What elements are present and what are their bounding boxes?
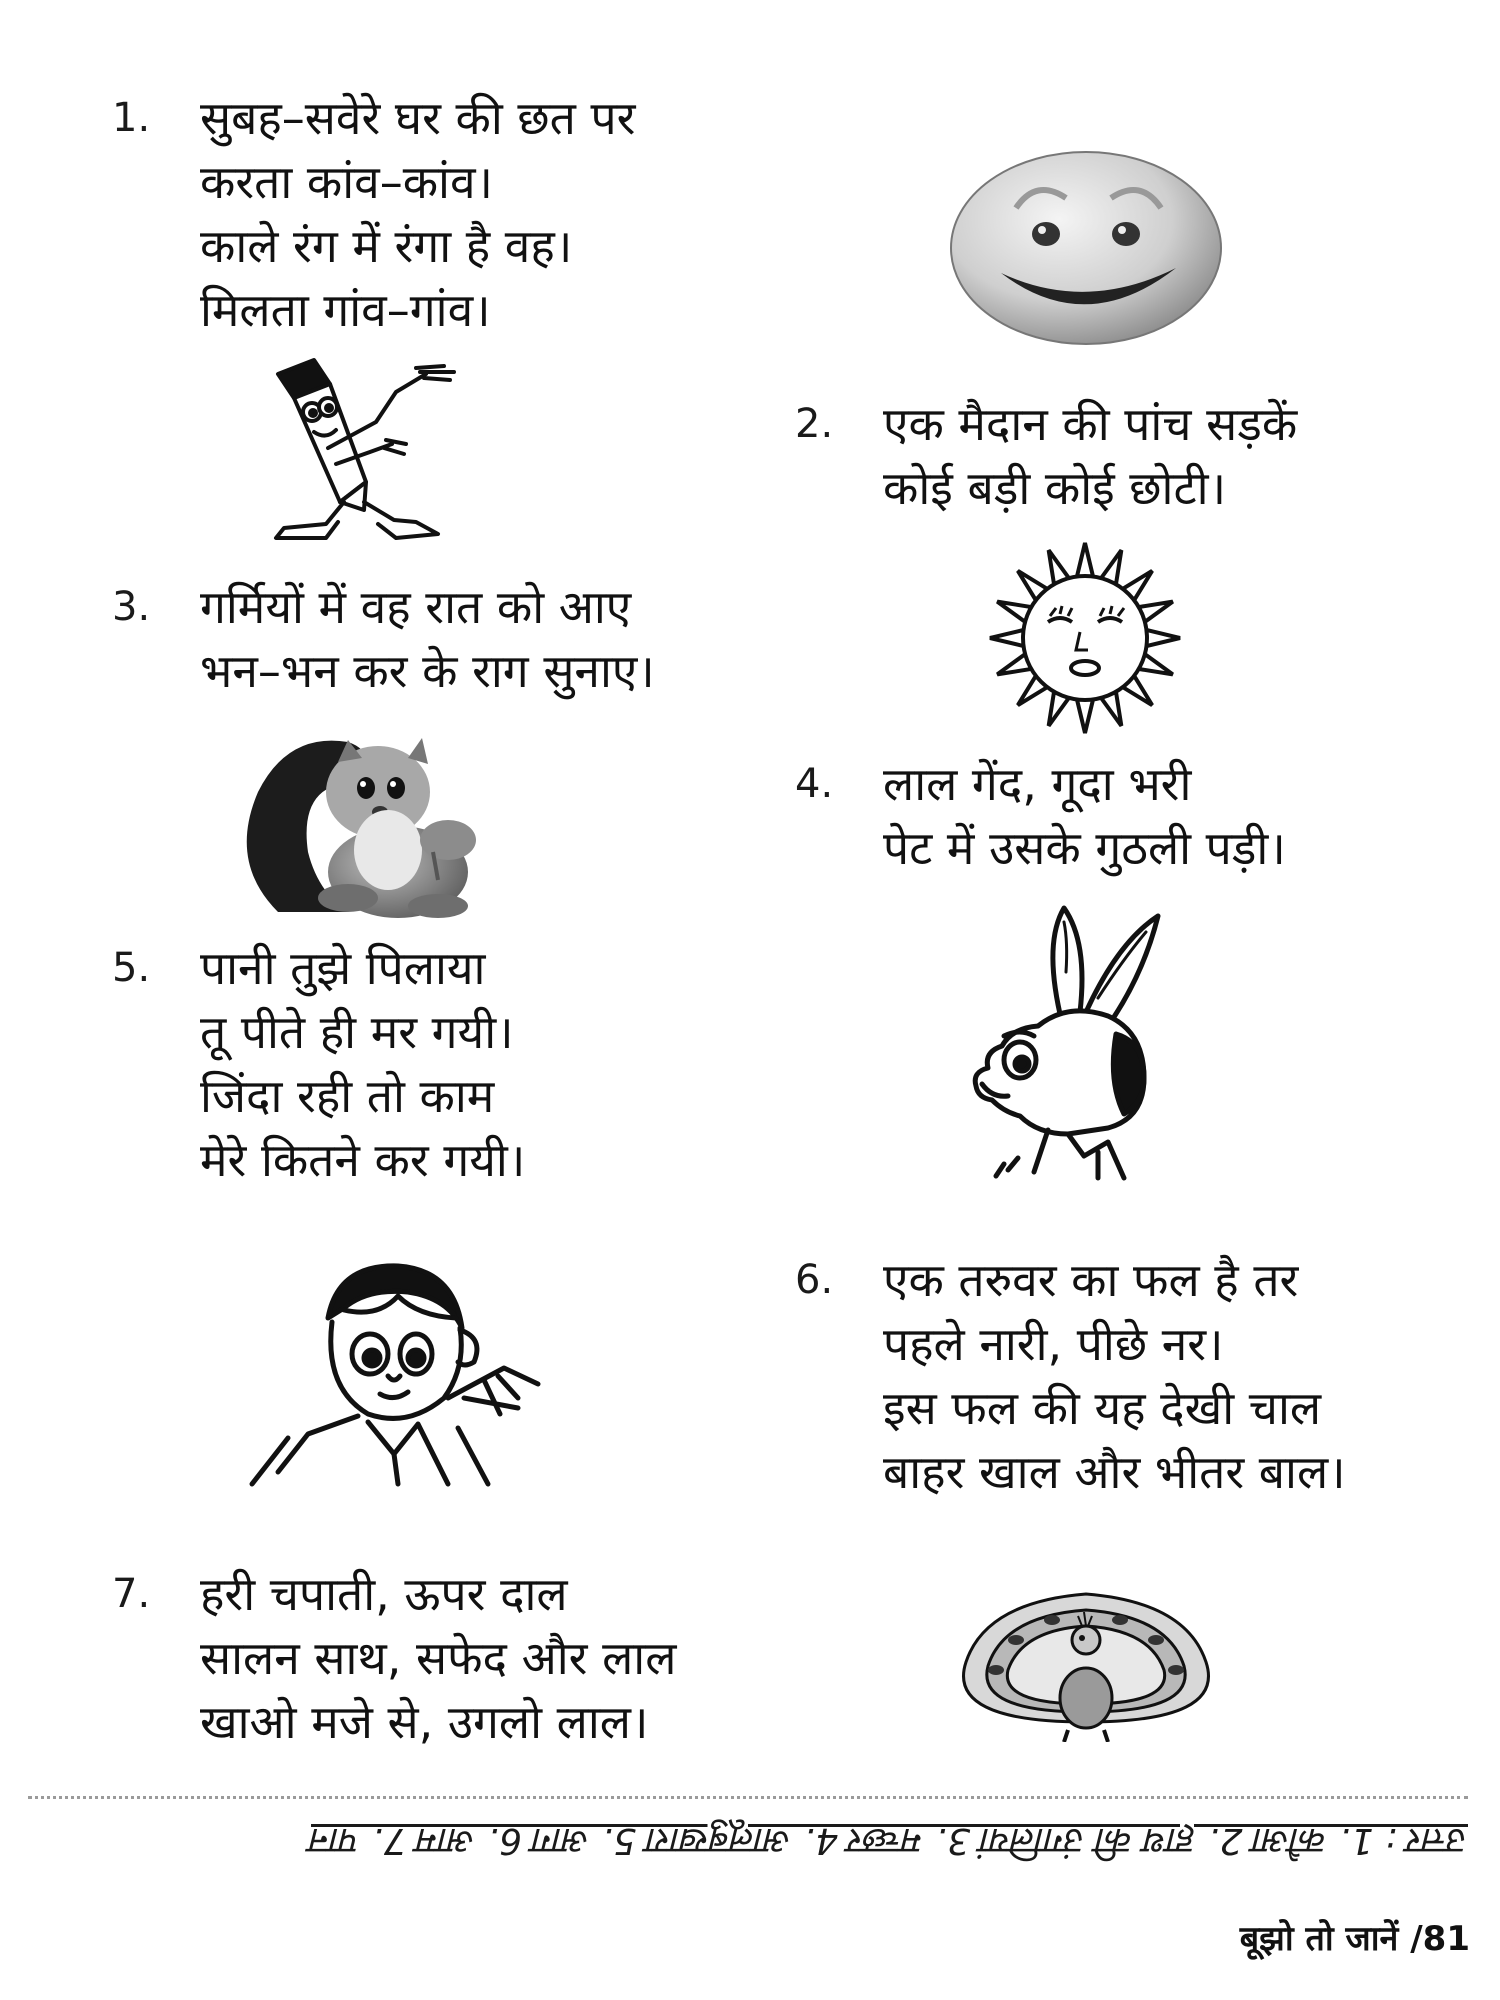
riddle-line: करता कांव–कांव।: [200, 155, 493, 209]
smiley-face-icon: [946, 148, 1226, 348]
riddle-line: हरी चपाती, ऊपर दाल: [200, 1567, 568, 1621]
riddle-line: जिंदा रही तो काम: [200, 1069, 495, 1123]
riddle-line: एक तरुवर का फल है तर: [883, 1253, 1299, 1307]
riddle-line: सालन साथ, सफेद और लाल: [200, 1631, 677, 1685]
riddle-number: 3.: [112, 584, 151, 630]
riddle-line: गर्मियों में वह रात को आए: [200, 580, 632, 634]
riddle-line: खाओ मजे से, उगलो लाल।: [200, 1695, 649, 1749]
riddle-line: कोई बड़ी कोई छोटी।: [883, 461, 1227, 515]
rabbit-icon: [948, 902, 1178, 1182]
girl-icon: [248, 1258, 548, 1488]
riddle-line: बाहर खाल और भीतर बाल।: [883, 1445, 1346, 1499]
riddle-line: एक मैदान की पांच सड़कें: [883, 397, 1298, 451]
riddle-line: पानी तुझे पिलाया: [200, 941, 486, 995]
page-footer: बूझो तो जानें /81: [1239, 1919, 1470, 1959]
riddle-number: 1.: [112, 95, 151, 141]
riddle-number: 6.: [795, 1257, 834, 1303]
sun-ray: [1077, 543, 1093, 577]
pencil-character-icon: [266, 352, 466, 542]
riddle-text: [883, 1248, 1346, 1504]
riddle-text: [883, 752, 1286, 880]
squirrel-icon: [238, 722, 508, 922]
riddle-line: मिलता गांव–गांव।: [200, 283, 491, 337]
riddle-line: मेरे कितने कर गयी।: [200, 1133, 526, 1187]
riddle-line: काले रंग में रंगा है वह।: [200, 219, 573, 273]
riddle-line: भन–भन कर के राग सुनाए।: [200, 644, 655, 698]
riddle-number: 4.: [795, 761, 834, 807]
peacock-icon: [956, 1582, 1216, 1742]
riddle-text: [883, 392, 1297, 520]
riddle-text: [200, 1562, 676, 1754]
riddle-number: 5.: [112, 945, 151, 991]
sun-ray: [1146, 630, 1180, 646]
riddle-text: [200, 575, 655, 703]
riddle-line: पहले नारी, पीछे नर।: [883, 1317, 1224, 1371]
riddle-line: सुबह–सवेरे घर की छत पर: [200, 91, 636, 145]
answers-strip: [28, 1818, 1478, 1874]
sun-ray: [990, 630, 1024, 646]
sun-ray: [1077, 699, 1093, 733]
riddle-number: 2.: [795, 401, 834, 447]
riddle-line: इस फल की यह देखी चाल: [883, 1381, 1322, 1435]
riddle-line: पेट में उसके गुठली पड़ी।: [883, 821, 1286, 875]
answers-text: उत्तर : 1. कौआ 2. हाथ की उंगलियां 3. मच्छर 4. आलूबुखारा 5. आग 6. आम 7. पान: [311, 1820, 1468, 1861]
sun-icon: [960, 536, 1210, 736]
riddle-text: [200, 86, 635, 342]
riddle-line: लाल गेंद, गूदा भरी: [883, 757, 1192, 811]
divider: [28, 1796, 1468, 1799]
riddle-line: तू पीते ही मर गयी।: [200, 1005, 514, 1059]
riddle-text: [200, 936, 525, 1192]
riddle-number: 7.: [112, 1571, 151, 1617]
